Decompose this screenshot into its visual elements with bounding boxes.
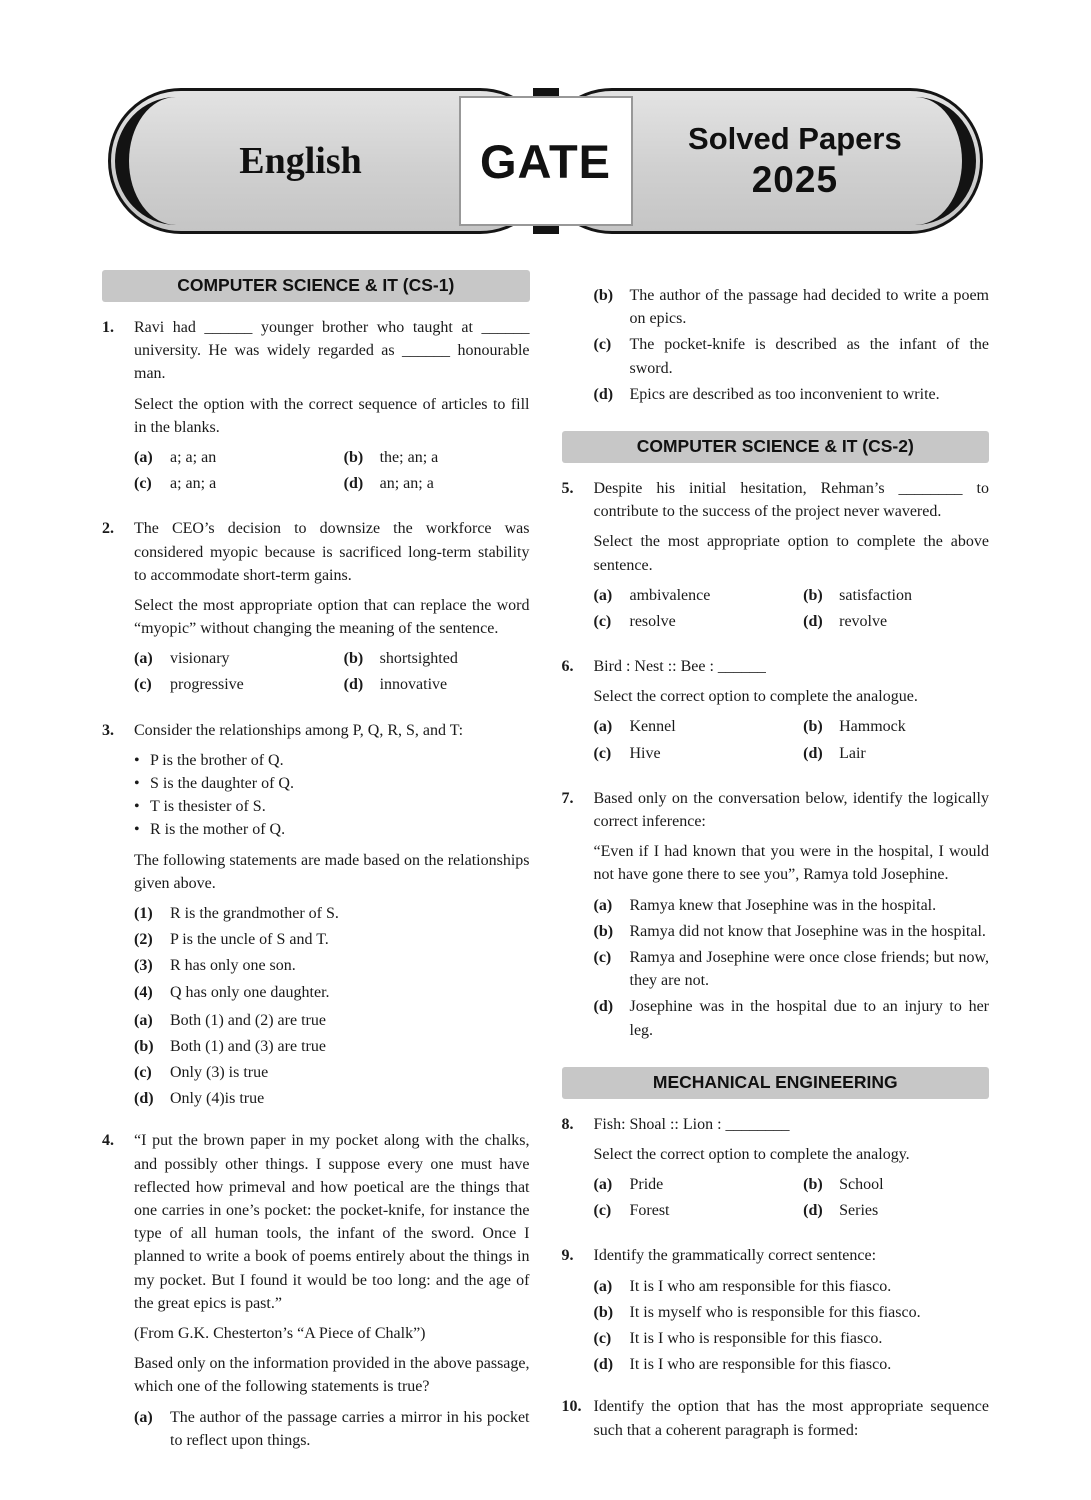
bullet-text: T is thesister of S. (150, 798, 266, 816)
question-block (562, 1244, 990, 1381)
option-text: Series (839, 1202, 879, 1220)
option-text: R has only one son. (170, 957, 296, 975)
option-label: (d) (803, 612, 823, 630)
option-text: The author of the passage carries a mirror in his pocket to reflect upon things. (170, 1408, 530, 1449)
question-body (594, 1244, 990, 1381)
option-item (594, 383, 990, 406)
option-list (134, 1009, 530, 1111)
option-label: (c) (593, 1330, 612, 1347)
question-block (102, 1129, 530, 1456)
option-label: (b) (803, 1176, 823, 1194)
option-item (344, 647, 530, 670)
option-text: shortsighted (379, 650, 458, 668)
bullet-icon: • (134, 751, 140, 769)
question-block (102, 517, 530, 704)
option-item (344, 446, 530, 469)
question-paragraph: Identify the option that has the most appropriate sequence such that a coherent paragraph is formed: (593, 1398, 989, 1439)
option-grid (594, 715, 990, 767)
option-label: (d) (593, 1356, 614, 1374)
option-item (594, 1353, 990, 1376)
option-list (594, 1275, 990, 1377)
option-list (594, 284, 990, 406)
gate-logo-box (459, 96, 633, 226)
question-number: 5. (561, 479, 574, 497)
bullet-item (134, 772, 530, 795)
option-item (344, 673, 530, 696)
option-text: School (839, 1176, 884, 1194)
option-label: (2) (134, 931, 153, 949)
section-header: COMPUTER SCIENCE & IT (CS-1) (102, 270, 530, 302)
option-label: (d) (593, 385, 614, 403)
question-body (134, 1129, 530, 1456)
option-item (594, 584, 804, 607)
question-paragraph: Select the option with the correct sequence of articles to fill in the blanks. (134, 395, 530, 436)
option-text: Ramya did not know that Josephine was in the hospital. (629, 922, 986, 940)
question-paragraph: (From G.K. Chesterton’s “A Piece of Chalk”) (134, 1324, 426, 1342)
option-grid (134, 647, 530, 699)
option-text: Ramya and Josephine were once close friends; but now, they are not. (629, 948, 989, 990)
option-text: Kennel (629, 718, 676, 736)
question-paragraph: Despite his initial hesitation, Rehman’s ________ to contribute to the success of the project never wavered. (593, 479, 989, 521)
question-block (102, 719, 530, 1116)
option-text: Both (1) and (3) are true (170, 1037, 326, 1055)
question-body (134, 719, 530, 1116)
option-label: (b) (593, 922, 614, 940)
option-item (594, 946, 990, 992)
question-number: 2. (102, 520, 114, 538)
question-paragraph: The CEO’s decision to downsize the workforce was considered myopic because is sacrificed long-term stability to accommodate short-term gains. (134, 520, 530, 584)
option-label: (c) (134, 676, 152, 694)
option-text: It is I who is responsible for this fiasco. (629, 1330, 883, 1347)
option-item (134, 1406, 530, 1452)
option-label: (a) (134, 1408, 153, 1426)
option-text: Only (4)is true (170, 1090, 265, 1108)
question-number: 10. (561, 1398, 582, 1416)
option-grid (594, 1173, 990, 1225)
option-label: (c) (593, 336, 612, 354)
question-block (562, 477, 990, 641)
option-item (594, 1327, 990, 1350)
option-text: R is the grandmother of S. (170, 904, 339, 922)
option-label: (b) (803, 718, 823, 736)
question-number (562, 284, 594, 411)
question-paragraph: Bird : Nest :: Bee : ______ (593, 658, 766, 676)
option-label: (d) (134, 1090, 154, 1108)
option-text: an; an; a (379, 475, 434, 493)
option-list (134, 902, 530, 1004)
option-text: satisfaction (839, 586, 912, 604)
option-item (803, 610, 989, 633)
question-paragraph: Select the correct option to complete the analogue. (593, 688, 918, 706)
option-label: (4) (134, 983, 153, 1001)
option-text: Forest (629, 1202, 670, 1220)
option-item (594, 333, 990, 379)
option-item (594, 715, 804, 738)
gate-logo-text: GATE (479, 134, 612, 188)
option-label: (d) (803, 1202, 823, 1220)
option-label: (d) (803, 744, 823, 762)
option-label: (b) (343, 650, 364, 668)
option-label: (a) (134, 650, 153, 668)
question-number: 7. (561, 789, 574, 807)
option-item (134, 1061, 530, 1084)
question-block (562, 655, 990, 773)
right-column (562, 270, 990, 1457)
question-body (594, 1113, 990, 1231)
option-label: (b) (134, 1037, 154, 1055)
option-item (594, 1199, 804, 1222)
option-label: (c) (593, 612, 612, 630)
option-label: (b) (593, 1303, 614, 1321)
question-paragraph: Select the correct option to complete the analogy. (593, 1145, 910, 1163)
bullet-item (134, 795, 530, 818)
option-item (594, 920, 990, 943)
option-text: progressive (170, 676, 244, 694)
question-paragraph: Based only on the conversation below, identify the logically correct inference: (593, 789, 989, 830)
option-item (134, 446, 344, 469)
option-label: (b) (593, 287, 614, 304)
option-item (594, 1275, 990, 1298)
option-text: The pocket-knife is described as the infant of the sword. (629, 336, 989, 377)
option-item (344, 472, 530, 495)
section-header: COMPUTER SCIENCE & IT (CS-2) (562, 431, 990, 463)
left-column (102, 270, 530, 1457)
option-item (594, 1173, 804, 1196)
option-item (594, 995, 990, 1041)
option-item (803, 584, 989, 607)
question-number: 8. (561, 1115, 574, 1133)
question-block (562, 284, 990, 411)
option-item (803, 1199, 989, 1222)
bullet-text: S is the daughter of Q. (150, 775, 294, 792)
year-title: 2025 (751, 159, 839, 200)
option-text: The author of the passage had decided to write a poem on epics. (629, 287, 989, 328)
option-item (134, 981, 530, 1004)
bullet-icon: • (134, 775, 140, 792)
option-item (594, 894, 990, 917)
question-body (594, 477, 990, 641)
option-grid (594, 584, 990, 636)
question-paragraph: Select the most appropriate option to complete the above sentence. (593, 533, 989, 574)
option-text: Only (3) is true (170, 1064, 269, 1082)
question-body (594, 787, 990, 1047)
option-item (594, 1301, 990, 1324)
option-item (134, 928, 530, 951)
option-text: ambivalence (629, 586, 711, 604)
option-item (803, 742, 989, 765)
option-label: (d) (343, 676, 364, 694)
option-text: the; an; a (379, 448, 439, 466)
option-text: revolve (839, 612, 888, 630)
option-item (134, 1009, 530, 1032)
option-item (594, 284, 990, 330)
question-number: 6. (561, 658, 574, 676)
option-list (594, 894, 990, 1042)
question-body (594, 1395, 990, 1448)
bullet-item (134, 818, 530, 841)
question-body (134, 517, 530, 704)
option-item (134, 1087, 530, 1110)
option-text: Q has only one daughter. (170, 983, 330, 1001)
option-item (134, 472, 344, 495)
option-text: P is the uncle of S and T. (170, 931, 329, 949)
option-text: a; a; an (170, 448, 217, 466)
option-item (803, 715, 989, 738)
question-body (594, 284, 990, 411)
question-paragraph: Select the most appropriate option that can replace the word “myopic” without changing the meaning of the sentence. (134, 596, 530, 638)
option-text: It is I who am responsible for this fiasco. (629, 1277, 892, 1295)
solved-papers-title: Solved Papers (688, 121, 902, 156)
option-grid (134, 446, 530, 498)
option-label: (3) (134, 957, 153, 975)
bullet-icon: • (134, 821, 140, 839)
option-text: Josephine was in the hospital due to an injury to her leg. (629, 998, 989, 1039)
option-label: (a) (134, 1011, 153, 1029)
bullet-item (134, 749, 530, 772)
option-label: (c) (593, 1202, 612, 1220)
header-right-text (620, 88, 970, 234)
option-item (134, 647, 344, 670)
question-paragraph: Based only on the information provided in the above passage, which one of the following statements is true? (134, 1355, 530, 1396)
option-item (803, 1173, 989, 1196)
option-text: It is myself who is responsible for this fiasco. (629, 1303, 921, 1321)
question-number: 3. (102, 721, 114, 739)
question-paragraph: Consider the relationships among P, Q, R, S, and T: (134, 721, 464, 739)
bullet-icon: • (134, 798, 140, 816)
option-item (134, 902, 530, 925)
question-paragraph: Ravi had ______ younger brother who taught at ______ university. He was widely regarded as ______ honourable man. (134, 319, 530, 383)
option-label: (a) (134, 448, 153, 466)
question-block (562, 787, 990, 1047)
question-paragraph: Fish: Shoal :: Lion : ________ (593, 1115, 790, 1133)
question-number: 1. (102, 319, 114, 336)
subject-title: English (239, 140, 362, 182)
question-number: 4. (102, 1132, 114, 1150)
question-paragraph: “I put the brown paper in my pocket along with the chalks, and possibly other things. I suppose every one must have reflected how primeval and how poetical are the things that one carries in one’s pocket: the pocket-knife, for instance the type of all human tools, the infant of the sword. Once I planned to write a book of poems entirely about the things in my pocket. But I found it would be too long: and the age of the great epics is past.” (134, 1132, 530, 1312)
option-label: (d) (343, 475, 364, 493)
option-item (134, 673, 344, 696)
option-text: Pride (629, 1176, 664, 1194)
question-block (562, 1113, 990, 1231)
option-label: (a) (593, 1176, 613, 1194)
option-label: (b) (803, 586, 823, 604)
question-number: 9. (561, 1247, 574, 1265)
option-label: (a) (593, 718, 613, 736)
option-text: Both (1) and (2) are true (170, 1011, 326, 1029)
bullet-list (134, 749, 530, 842)
option-text: Epics are described as too inconvenient to write. (629, 385, 940, 403)
question-block (562, 1395, 990, 1448)
option-label: (c) (593, 744, 612, 762)
bullet-text: R is the mother of Q. (150, 821, 286, 839)
option-text: Hammock (839, 718, 906, 736)
option-item (134, 954, 530, 977)
option-text: a; an; a (170, 475, 217, 493)
question-paragraph: The following statements are made based on the relationships given above. (134, 851, 530, 892)
page-content (0, 234, 1091, 1457)
option-text: It is I who are responsible for this fiasco. (629, 1356, 892, 1374)
section-header: MECHANICAL ENGINEERING (562, 1067, 990, 1099)
question-paragraph: “Even if I had known that you were in the hospital, I would not have gone there to see you”, Ramya told Josephine. (593, 843, 989, 884)
question-block (102, 316, 530, 503)
option-text: Hive (629, 744, 661, 762)
option-text: visionary (170, 650, 230, 668)
question-body (594, 655, 990, 773)
option-label: (d) (593, 998, 614, 1016)
option-item (594, 742, 804, 765)
option-label: (c) (134, 475, 152, 493)
option-label: (a) (593, 896, 613, 914)
option-label: (a) (593, 586, 613, 604)
question-paragraph: Identify the grammatically correct sentence: (593, 1247, 877, 1265)
option-label: (b) (343, 448, 364, 466)
option-text: resolve (629, 612, 676, 630)
option-label: (1) (134, 904, 153, 922)
option-label: (c) (134, 1064, 152, 1082)
option-item (594, 610, 804, 633)
option-list (134, 1406, 530, 1452)
option-label: (c) (593, 948, 612, 966)
option-label: (a) (593, 1277, 613, 1295)
option-text: innovative (379, 676, 448, 694)
option-item (134, 1035, 530, 1058)
book-header (108, 88, 983, 234)
bullet-text: P is the brother of Q. (150, 751, 284, 769)
question-body (134, 316, 530, 503)
option-text: Ramya knew that Josephine was in the hospital. (629, 896, 937, 914)
option-text: Lair (839, 744, 866, 762)
